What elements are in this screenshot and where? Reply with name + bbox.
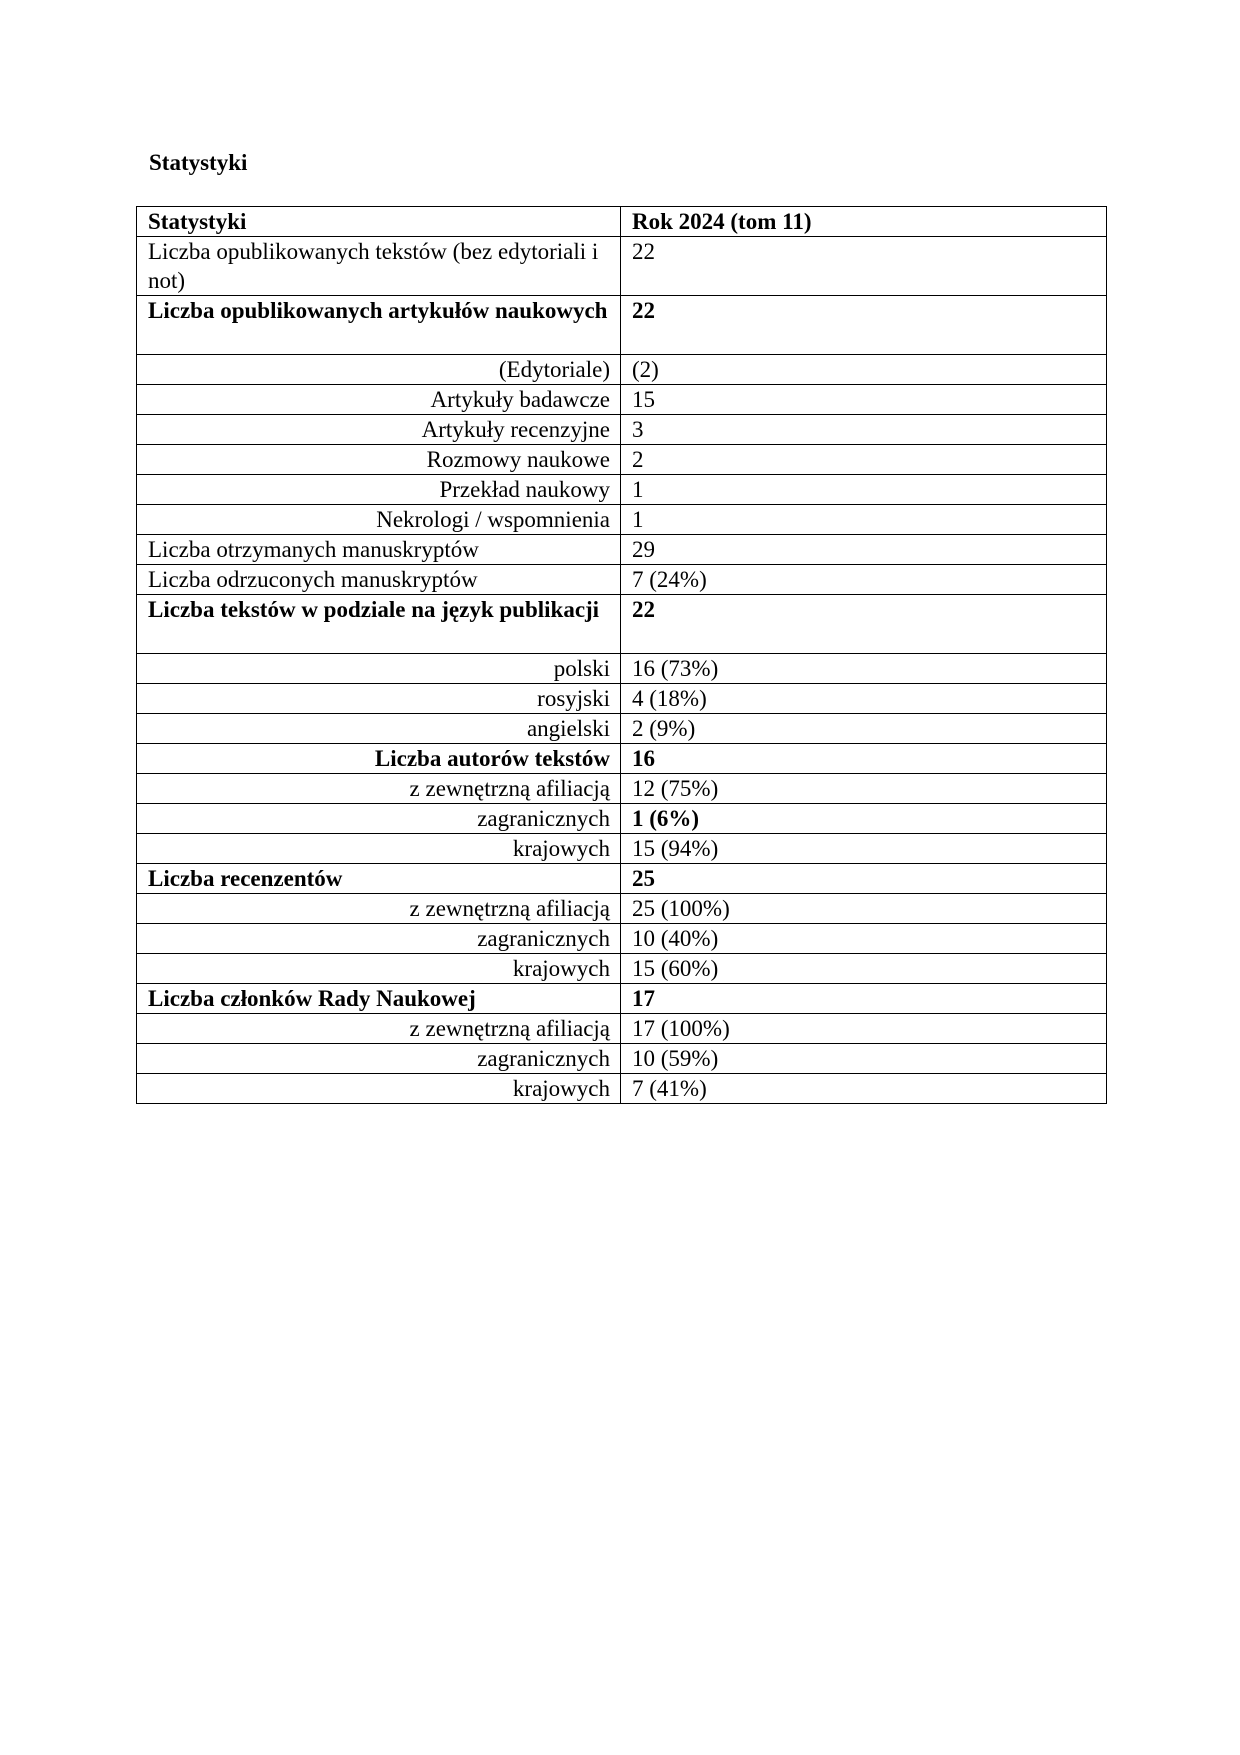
row-label: Liczba autorów tekstów [137, 744, 621, 774]
page-title: Statystyki [149, 150, 248, 175]
row-label: Liczba recenzentów [137, 864, 621, 894]
row-label: krajowych [137, 1074, 621, 1104]
table-row [137, 385, 1107, 415]
table-row [137, 1074, 1107, 1104]
row-value: 17 [621, 984, 1107, 1014]
table-row [137, 475, 1107, 505]
row-value: 4 (18%) [621, 684, 1107, 714]
table-row [137, 1014, 1107, 1044]
table-row [137, 565, 1107, 595]
row-label: krajowych [137, 834, 621, 864]
row-label: z zewnętrzną afiliacją [137, 1014, 621, 1044]
row-label: Liczba członków Rady Naukowej [137, 984, 621, 1014]
row-value: (2) [621, 355, 1107, 385]
row-value: 7 (41%) [621, 1074, 1107, 1104]
row-value: 29 [621, 535, 1107, 565]
table-row [137, 415, 1107, 445]
row-label: Rozmowy naukowe [137, 445, 621, 475]
row-value: 15 (60%) [621, 954, 1107, 984]
row-label: z zewnętrzną afiliacją [137, 894, 621, 924]
row-value: 12 (75%) [621, 774, 1107, 804]
table-row [137, 954, 1107, 984]
row-value: 1 [621, 475, 1107, 505]
row-label: Liczba otrzymanych manuskryptów [137, 535, 621, 565]
row-value: 1 (6%) [621, 804, 1107, 834]
table-row [137, 714, 1107, 744]
table-row [137, 355, 1107, 385]
table-row [137, 535, 1107, 565]
row-label: z zewnętrzną afiliacją [137, 774, 621, 804]
row-value: 22 [621, 296, 1107, 355]
row-value: 16 (73%) [621, 654, 1107, 684]
header-label: Statystyki [137, 207, 621, 237]
row-value: 22 [621, 237, 1107, 296]
row-value: 16 [621, 744, 1107, 774]
table-row [137, 834, 1107, 864]
table-row [137, 654, 1107, 684]
row-value: 10 (40%) [621, 924, 1107, 954]
table-header-row [137, 207, 1107, 237]
row-label: Liczba opublikowanych tekstów (bez edytoriali i not) [137, 237, 621, 296]
row-label: krajowych [137, 954, 621, 984]
row-label: Nekrologi / wspomnienia [137, 505, 621, 535]
table-row [137, 684, 1107, 714]
row-value: 3 [621, 415, 1107, 445]
row-value: 25 (100%) [621, 894, 1107, 924]
statistics-table [136, 206, 1107, 1104]
row-label: polski [137, 654, 621, 684]
table-row [137, 445, 1107, 475]
table-row [137, 924, 1107, 954]
row-label: (Edytoriale) [137, 355, 621, 385]
row-value: 15 [621, 385, 1107, 415]
table-row [137, 1044, 1107, 1074]
row-value: 10 (59%) [621, 1044, 1107, 1074]
row-label: Liczba opublikowanych artykułów naukowych [137, 296, 621, 355]
row-value: 2 (9%) [621, 714, 1107, 744]
row-value: 1 [621, 505, 1107, 535]
row-value: 22 [621, 595, 1107, 654]
table-row [137, 774, 1107, 804]
row-label: Liczba tekstów w podziale na język publikacji [137, 595, 621, 654]
row-value: 2 [621, 445, 1107, 475]
row-label: Liczba odrzuconych manuskryptów [137, 565, 621, 595]
table-row [137, 595, 1107, 654]
row-value: 7 (24%) [621, 565, 1107, 595]
table-row [137, 505, 1107, 535]
table-row [137, 804, 1107, 834]
row-label: Artykuły badawcze [137, 385, 621, 415]
table-row [137, 744, 1107, 774]
row-label: Przekład naukowy [137, 475, 621, 505]
table-row [137, 864, 1107, 894]
row-label: angielski [137, 714, 621, 744]
row-label: rosyjski [137, 684, 621, 714]
table-row [137, 296, 1107, 355]
row-value: 17 (100%) [621, 1014, 1107, 1044]
row-label: zagranicznych [137, 1044, 621, 1074]
row-label: zagranicznych [137, 924, 621, 954]
row-label: zagranicznych [137, 804, 621, 834]
row-value: 25 [621, 864, 1107, 894]
table-row [137, 894, 1107, 924]
table-row [137, 984, 1107, 1014]
row-label: Artykuły recenzyjne [137, 415, 621, 445]
row-value: 15 (94%) [621, 834, 1107, 864]
header-year: Rok 2024 (tom 11) [621, 207, 1107, 237]
table-row [137, 237, 1107, 296]
